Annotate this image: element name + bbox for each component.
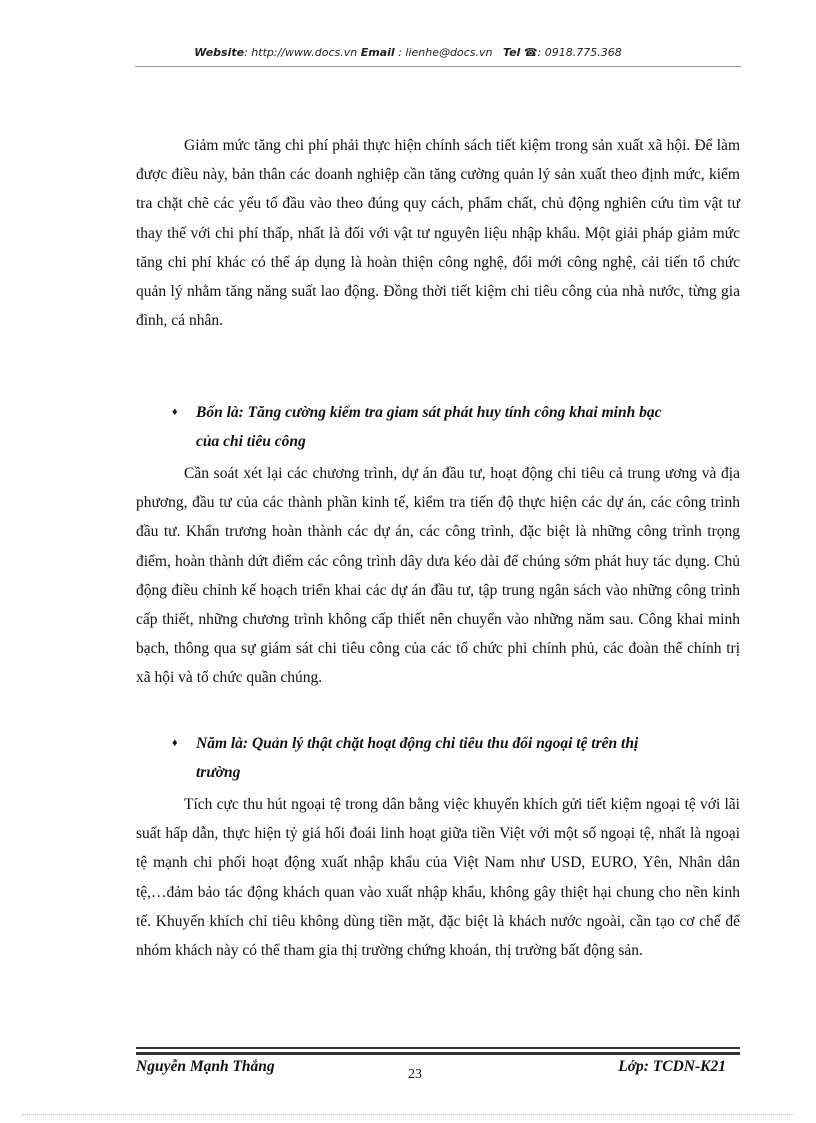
footer-class: Lớp: TCDN-K21 (618, 1058, 726, 1075)
website-label: Website (194, 46, 245, 59)
page-bottom-border (22, 1114, 794, 1115)
paragraph-foreign-currency: Tích cực thu hút ngoại tệ trong dân bằng việc khuyến khích gửi tiết kiệm ngoại tệ với lãi suất hấp dẫn, thực hiện tỷ giá hối đoái linh hoạt giữa tiền Việt với một số ngoại tệ, nhất là ngoại tệ mạnh chi phối hoạt động xuất nhập khẩu của Việt Nam như USD, EURO, Yên, Nhân dân tệ,…đảm bảo tác động khách quan vào xuất nhập khẩu, không gây thiệt hại chung cho nền kinh tế. Khuyến khích chỉ tiêu không dùng tiền mặt, đặc biệt là khách nước ngoài, cần tạo cơ chế để nhóm khách này có thể tham gia thị trường chứng khoán, thị trường bất động sản. (136, 796, 740, 960)
footer-divider-thick (136, 1052, 740, 1055)
diamond-bullet-icon: ♦ (172, 737, 178, 749)
heading-fifth-solution (172, 729, 740, 787)
paragraph-cost-reduction: Giảm mức tăng chi phí phải thực hiện chính sách tiết kiệm trong sản xuất xã hội. Để làm được điều này, bản thân các doanh nghiệp cần tăng cường quản lý sản xuất theo định mức, kiểm tra chặt chẽ các yếu tố đầu vào theo đúng quy cách, phẩm chất, chủ động nghiên cứu tìm vật tư thay thế với chi phí thấp, nhất là đối với vật tư nguyên liệu nhập khẩu. Một giải pháp giảm mức tăng chi phí khác có thể áp dụng là hoàn thiện công nghệ, đổi mới công nghệ, cải tiến tổ chức quản lý nhằm tăng năng suất lao động. Đồng thời tiết kiệm chi tiêu công của nhà nước, từng gia đình, cá nhân. (136, 137, 740, 330)
email-label: Email (360, 46, 395, 59)
heading-fourth-line2: của chi tiêu công (196, 433, 306, 450)
phone-icon: ☎ (523, 46, 538, 59)
diamond-bullet-icon: ♦ (172, 406, 178, 418)
email-value: : lienhe@docs.vn (394, 46, 493, 59)
paragraph-public-spending: Cần soát xét lại các chương trình, dự án đầu tư, hoạt động chi tiêu cả trung ương và địa phương, đầu tư của các thành phần kinh tế, kiểm tra tiến độ thực hiện các dự án, các công trình đầu tư. Khẩn trương hoàn thành các dự án, các công trình, đặc biệt là những công trình trọng điểm, hoàn thành dứt điểm các công trình dây dưa kéo dài để chúng sớm phát huy tác dụng. Chủ động điều chỉnh kế hoạch triển khai các dự án đầu tư, tập trung ngân sách vào những công trình cấp thiết, những chương trình không cấp thiết nên chuyển vào những năm sau. Công khai minh bạch, thông qua sự giám sát chi tiêu công của các tổ chức phi chính phủ, các đoàn thể chính trị xã hội và tổ chức quần chúng. (136, 465, 740, 687)
website-value: : http://www.docs.vn (244, 46, 358, 59)
heading-fifth-line1: Năm là: Quản lý thật chặt hoạt động chi tiêu thu đổi ngoại tệ trên thị (196, 735, 639, 752)
footer-author: Nguyễn Mạnh Thắng (136, 1058, 275, 1075)
heading-fifth-line2: trường (196, 764, 241, 781)
tel-label: Tel (502, 46, 521, 59)
page-header (0, 46, 816, 59)
tel-value: : 0918.775.368 (537, 46, 622, 59)
heading-fourth-solution (172, 398, 740, 456)
page-number: 23 (408, 1067, 422, 1082)
heading-fourth-line1: Bốn là: Tăng cường kiểm tra giam sát phát huy tính công khai minh bạc (196, 404, 662, 421)
footer-divider-thin (136, 1047, 740, 1049)
header-divider (135, 66, 741, 67)
